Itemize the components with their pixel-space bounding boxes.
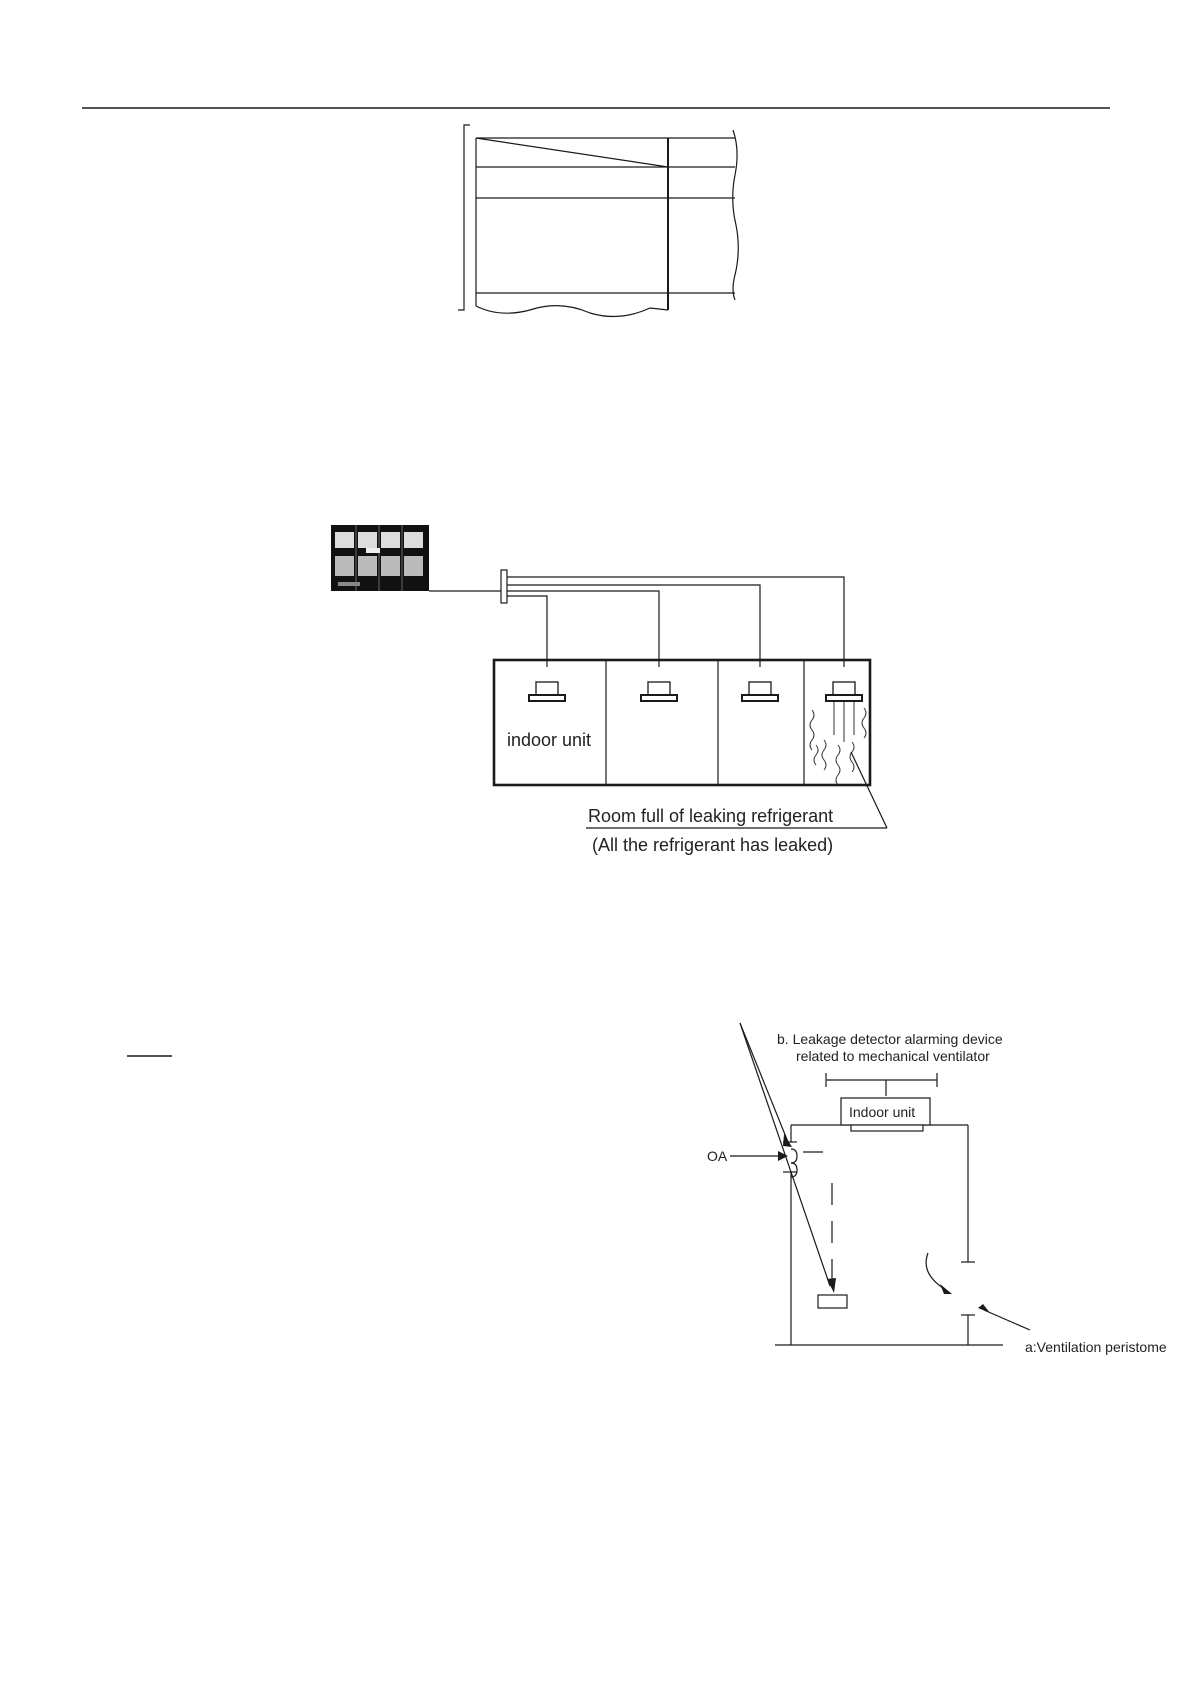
indoor-unit-box-label: Indoor unit (849, 1104, 916, 1120)
detector-label-line1: b. Leakage detector alarming device (777, 1031, 1003, 1047)
refrigerant-leak-diagram (331, 525, 887, 855)
ventilation-diagram (707, 1023, 1167, 1355)
table-sketch (458, 125, 738, 317)
leaking-refrigerant-waves (810, 702, 866, 785)
indoor-unit-icon-3 (742, 682, 778, 701)
outdoor-unit-icon (331, 525, 429, 591)
detector-label-line2: related to mechanical ventilator (796, 1048, 990, 1064)
indoor-unit-icon-1 (529, 682, 565, 701)
oa-label: OA (707, 1148, 728, 1164)
ventilation-peristome-label: a:Ventilation peristome (1025, 1339, 1167, 1355)
leak-caption-line2: (All the refrigerant has leaked) (592, 835, 834, 855)
leak-caption-line1: Room full of leaking refrigerant (588, 806, 834, 826)
indoor-unit-icon-4 (826, 682, 862, 701)
indoor-unit-icon-2 (641, 682, 677, 701)
indoor-unit-label: indoor unit (507, 730, 592, 750)
